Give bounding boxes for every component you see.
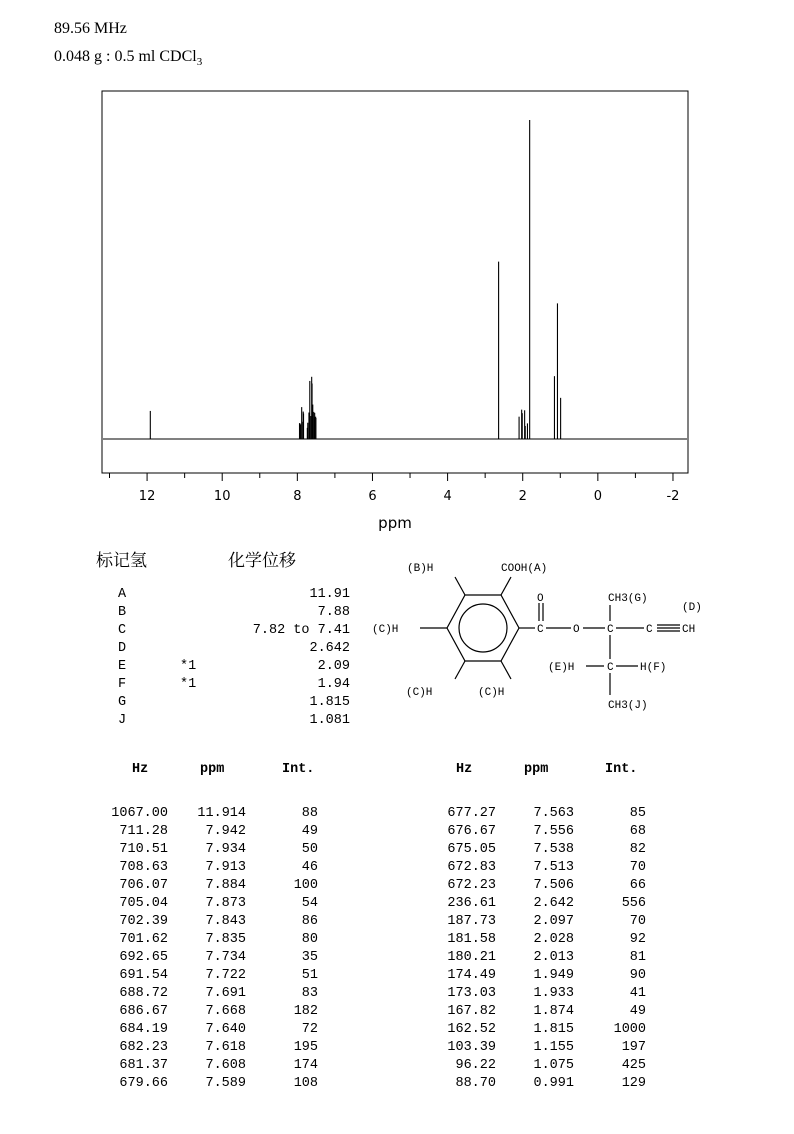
table-row: [424, 949, 646, 967]
label-quaternary-carbon: C: [607, 624, 614, 636]
table-row: [96, 841, 318, 859]
hz-cell: 681.37: [119, 1058, 168, 1073]
hz-cell: 88.70: [455, 1076, 496, 1091]
assignment-shift: 11.91: [309, 587, 350, 602]
table-row: [424, 985, 646, 1003]
ppm-cell: 7.691: [205, 986, 246, 1001]
hz-cell: 692.65: [119, 950, 168, 965]
assignment-row: [118, 676, 358, 694]
hz-cell: 675.05: [447, 842, 496, 857]
int-cell: 54: [301, 896, 318, 911]
x-tick-label: 2: [518, 489, 527, 504]
assignment-label: G: [118, 695, 127, 710]
plot-frame: [102, 91, 688, 473]
int-cell: 425: [621, 1058, 646, 1073]
x-tick-label: 4: [443, 489, 452, 504]
assignment-note: *1: [180, 659, 197, 674]
int-cell: 72: [301, 1022, 318, 1037]
hz-cell: 181.58: [447, 932, 496, 947]
hz-cell: 686.67: [119, 1004, 168, 1019]
table-row: [96, 949, 318, 967]
int-cell: 51: [301, 968, 318, 983]
assignment-row: [118, 604, 358, 622]
ppm-cell: 0.991: [533, 1076, 574, 1091]
ppm-cell: 11.914: [197, 806, 246, 821]
int-cell: 80: [301, 932, 318, 947]
table-row: [424, 967, 646, 985]
ppm-cell: 7.843: [205, 914, 246, 929]
hz-cell: 682.23: [119, 1040, 168, 1055]
int-cell: 556: [621, 896, 646, 911]
hz-cell: 677.27: [447, 806, 496, 821]
label-ch3-j: CH3(J): [608, 700, 648, 712]
x-tick-label: 8: [293, 489, 302, 504]
x-tick-label: 10: [213, 489, 231, 504]
assignment-row: [118, 658, 358, 676]
ppm-cell: 7.506: [533, 878, 574, 893]
hz-cell: 711.28: [119, 824, 168, 839]
sample-text: 0.048 g : 0.5 ml CDCl: [54, 48, 197, 65]
right-table-header: [424, 762, 646, 782]
ppm-cell: 7.538: [533, 842, 574, 857]
table-row: [424, 823, 646, 841]
label-ch3-g: CH3(G): [608, 593, 648, 605]
int-cell: 174: [293, 1058, 318, 1073]
table-row: [96, 985, 318, 1003]
assignment-label: D: [118, 641, 127, 656]
table-row: [96, 1039, 318, 1057]
int-cell: 49: [301, 824, 318, 839]
table-row: [424, 1021, 646, 1039]
assignment-shift: 2.642: [309, 641, 350, 656]
table-row: [424, 859, 646, 877]
hz-cell: 103.39: [447, 1040, 496, 1055]
assignment-label: A: [118, 587, 127, 602]
hz-cell: 162.52: [447, 1022, 496, 1037]
label-ester-oxygen: O: [573, 624, 580, 636]
table-row: [96, 1057, 318, 1075]
table-row: [96, 967, 318, 985]
int-cell: 92: [629, 932, 646, 947]
label-ch-left: (C)H: [372, 624, 399, 636]
table-row: [424, 877, 646, 895]
hz-cell: 236.61: [447, 896, 496, 911]
int-cell: 81: [629, 950, 646, 965]
hz-cell: 672.23: [447, 878, 496, 893]
assignment-label: B: [118, 605, 127, 620]
table-row: [424, 1039, 646, 1057]
hz-cell: 701.62: [119, 932, 168, 947]
ppm-cell: 1.155: [533, 1040, 574, 1055]
table-row: [96, 895, 318, 913]
int-cell: 70: [629, 860, 646, 875]
int-cell: 50: [301, 842, 318, 857]
table-row: [424, 913, 646, 931]
assignment-shift: 7.82 to 7.41: [252, 623, 350, 638]
hz-cell: 173.03: [447, 986, 496, 1001]
table-row: [96, 1075, 318, 1093]
assignment-shift: 1.94: [317, 677, 350, 692]
int-cell: 66: [629, 878, 646, 893]
int-cell: 195: [293, 1040, 318, 1055]
int-cell: 70: [629, 914, 646, 929]
shift-column-header: 化学位移: [228, 551, 296, 571]
ppm-cell: 1.815: [533, 1022, 574, 1037]
label-alkyne-ch: CH: [682, 624, 696, 636]
spectrum-trace: [103, 120, 687, 439]
table-row: [424, 1003, 646, 1021]
assignment-shift: 7.88: [317, 605, 350, 620]
hz-cell: 679.66: [119, 1076, 168, 1091]
chemical-structure: [360, 555, 720, 725]
int-cell: 197: [621, 1040, 646, 1055]
assignment-row: [118, 586, 358, 604]
table-row: [96, 859, 318, 877]
table-row: [96, 1021, 318, 1039]
ppm-header: ppm: [524, 762, 549, 777]
table-row: [96, 877, 318, 895]
ppm-cell: 2.028: [533, 932, 574, 947]
int-cell: 41: [629, 986, 646, 1001]
label-carbonyl-oxygen: O: [537, 593, 544, 605]
hz-cell: 710.51: [119, 842, 168, 857]
ppm-cell: 7.668: [205, 1004, 246, 1019]
ppm-cell: 7.934: [205, 842, 246, 857]
table-row: [96, 1003, 318, 1021]
hz-cell: 672.83: [447, 860, 496, 875]
hz-header: Hz: [456, 762, 473, 777]
ppm-cell: 7.640: [205, 1022, 246, 1037]
table-row: [96, 931, 318, 949]
ppm-header: ppm: [200, 762, 225, 777]
hz-cell: 684.19: [119, 1022, 168, 1037]
hz-cell: 702.39: [119, 914, 168, 929]
hz-cell: 676.67: [447, 824, 496, 839]
label-carbonyl-carbon: C: [537, 624, 544, 636]
int-cell: 108: [293, 1076, 318, 1091]
ppm-cell: 1.075: [533, 1058, 574, 1073]
assignment-row: [118, 694, 358, 712]
int-cell: 85: [629, 806, 646, 821]
ppm-cell: 2.642: [533, 896, 574, 911]
assignment-label: F: [118, 677, 127, 692]
label-ch-carbon: C: [607, 662, 614, 674]
int-cell: 46: [301, 860, 318, 875]
label-alkyne-carbon: C: [646, 624, 653, 636]
assignment-note: *1: [180, 677, 197, 692]
table-row: [96, 913, 318, 931]
ppm-cell: 7.835: [205, 932, 246, 947]
hz-cell: 167.82: [447, 1004, 496, 1019]
assignment-shift: 1.081: [309, 713, 350, 728]
int-cell: 182: [293, 1004, 318, 1019]
ppm-cell: 7.942: [205, 824, 246, 839]
label-hf: H(F): [640, 662, 667, 674]
assignment-label: J: [118, 713, 127, 728]
x-tick-label: 6: [368, 489, 377, 504]
spectrometer-frequency: 89.56 MHz: [54, 20, 127, 37]
assignment-row: [118, 622, 358, 640]
label-ch-bottom-right: (C)H: [478, 687, 505, 699]
ppm-cell: 7.873: [205, 896, 246, 911]
table-row: [96, 823, 318, 841]
left-table-header: [96, 762, 318, 782]
hz-cell: 187.73: [447, 914, 496, 929]
int-cell: 100: [293, 878, 318, 893]
int-cell: 82: [629, 842, 646, 857]
assignment-row: [118, 712, 358, 730]
ppm-cell: 1.874: [533, 1004, 574, 1019]
label-bh: (B)H: [407, 563, 434, 575]
table-row: [424, 895, 646, 913]
hz-cell: 705.04: [119, 896, 168, 911]
int-cell: 35: [301, 950, 318, 965]
ppm-cell: 7.556: [533, 824, 574, 839]
int-cell: 86: [301, 914, 318, 929]
assignment-label: E: [118, 659, 127, 674]
x-tick-label: -2: [666, 489, 680, 504]
x-axis-label: ppm: [378, 514, 412, 532]
label-column-header: 标记氢: [96, 551, 147, 571]
hz-cell: 691.54: [119, 968, 168, 983]
table-row: [424, 805, 646, 823]
ppm-cell: 1.933: [533, 986, 574, 1001]
sample-subscript: 3: [196, 56, 203, 69]
label-d: (D): [682, 602, 702, 614]
int-cell: 68: [629, 824, 646, 839]
hz-cell: 96.22: [455, 1058, 496, 1073]
assignment-row: [118, 640, 358, 658]
hz-cell: 708.63: [119, 860, 168, 875]
hz-header: Hz: [132, 762, 149, 777]
ppm-cell: 2.013: [533, 950, 574, 965]
x-axis-ticks: [110, 473, 680, 504]
int-header: Int.: [605, 762, 638, 777]
int-cell: 90: [629, 968, 646, 983]
assignment-label: C: [118, 623, 127, 638]
ppm-cell: 7.913: [205, 860, 246, 875]
ppm-cell: 1.949: [533, 968, 574, 983]
hz-cell: 180.21: [447, 950, 496, 965]
table-row: [424, 931, 646, 949]
assignment-shift: 1.815: [309, 695, 350, 710]
table-row: [424, 1057, 646, 1075]
x-tick-label: 12: [138, 489, 156, 504]
int-cell: 88: [301, 806, 318, 821]
x-tick-label: 0: [593, 489, 602, 504]
ppm-cell: 7.608: [205, 1058, 246, 1073]
hz-cell: 174.49: [447, 968, 496, 983]
table-row: [96, 805, 318, 823]
ppm-cell: 7.589: [205, 1076, 246, 1091]
hz-cell: 688.72: [119, 986, 168, 1001]
benzene-ring: [447, 595, 519, 661]
ppm-cell: 2.097: [533, 914, 574, 929]
table-row: [424, 841, 646, 859]
int-header: Int.: [282, 762, 315, 777]
label-eh: (E)H: [548, 662, 575, 674]
int-cell: 1000: [613, 1022, 646, 1037]
int-cell: 129: [621, 1076, 646, 1091]
hz-cell: 706.07: [119, 878, 168, 893]
ppm-cell: 7.618: [205, 1040, 246, 1055]
table-row: [424, 1075, 646, 1093]
aromatic-circle: [459, 604, 507, 652]
ppm-cell: 7.734: [205, 950, 246, 965]
int-cell: 49: [629, 1004, 646, 1019]
assignment-shift: 2.09: [317, 659, 350, 674]
ppm-cell: 7.722: [205, 968, 246, 983]
int-cell: 83: [301, 986, 318, 1001]
ppm-cell: 7.563: [533, 806, 574, 821]
ppm-cell: 7.513: [533, 860, 574, 875]
ppm-cell: 7.884: [205, 878, 246, 893]
label-ch-bottom-left: (C)H: [406, 687, 433, 699]
hz-cell: 1067.00: [111, 806, 168, 821]
nmr-spectrum-chart: [0, 0, 794, 540]
label-cooh: COOH(A): [501, 563, 548, 575]
